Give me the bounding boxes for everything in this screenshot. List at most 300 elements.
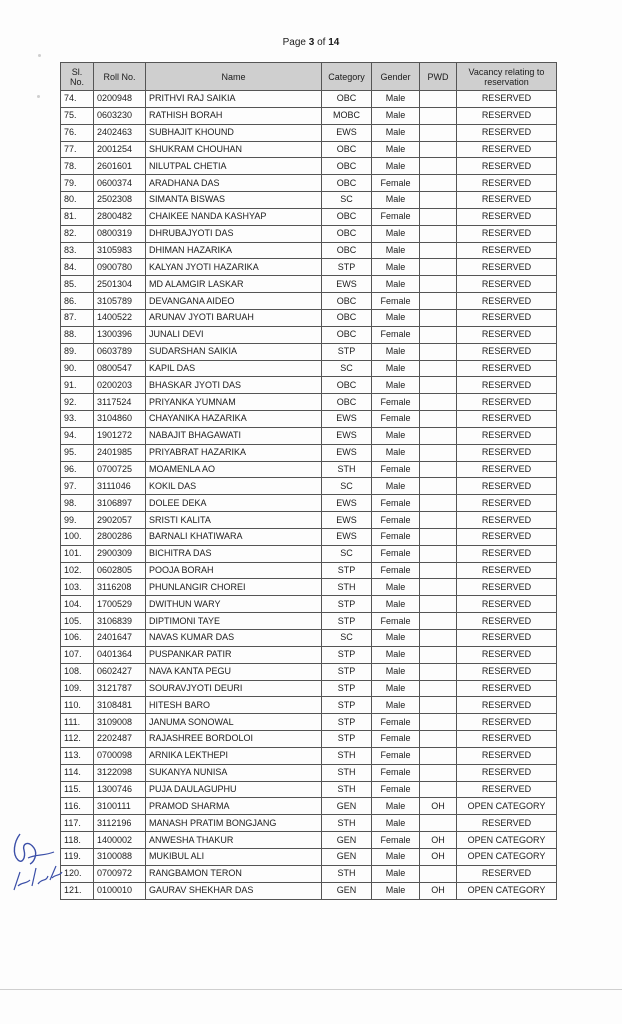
- cell-pwd: [420, 411, 457, 428]
- cell-name: CHAIKEE NANDA KASHYAP: [146, 208, 322, 225]
- cell-roll: 1400002: [94, 832, 146, 849]
- cell-roll: 3106897: [94, 495, 146, 512]
- table-body: [61, 91, 557, 900]
- cell-gender: Male: [372, 663, 420, 680]
- cell-roll: 0603230: [94, 107, 146, 124]
- cell-roll: 2900309: [94, 545, 146, 562]
- cell-gender: Female: [372, 731, 420, 748]
- cell-gender: Male: [372, 798, 420, 815]
- cell-vac: RESERVED: [457, 865, 557, 882]
- cell-gender: Male: [372, 225, 420, 242]
- scan-speck: [38, 54, 41, 57]
- cell-gender: Male: [372, 259, 420, 276]
- page-of: of: [314, 37, 329, 48]
- cell-cat: OBC: [322, 175, 372, 192]
- cell-pwd: [420, 360, 457, 377]
- cell-name: PRAMOD SHARMA: [146, 798, 322, 815]
- cell-gender: Male: [372, 427, 420, 444]
- cell-name: PUJA DAULAGUPHU: [146, 781, 322, 798]
- cell-cat: SC: [322, 192, 372, 209]
- col-header-gender: Gender: [372, 63, 420, 91]
- cell-name: RATHISH BORAH: [146, 107, 322, 124]
- table-row: [61, 663, 557, 680]
- cell-cat: MOBC: [322, 107, 372, 124]
- cell-vac: RESERVED: [457, 158, 557, 175]
- cell-gender: Female: [372, 764, 420, 781]
- cell-vac: RESERVED: [457, 697, 557, 714]
- cell-name: ARADHANA DAS: [146, 175, 322, 192]
- cell-vac: RESERVED: [457, 495, 557, 512]
- cell-roll: 1901272: [94, 427, 146, 444]
- cell-name: KOKIL DAS: [146, 478, 322, 495]
- cell-vac: RESERVED: [457, 377, 557, 394]
- cell-vac: RESERVED: [457, 175, 557, 192]
- cell-pwd: [420, 192, 457, 209]
- cell-vac: RESERVED: [457, 613, 557, 630]
- col-header-sl: Sl. No.: [61, 63, 94, 91]
- table-row: [61, 865, 557, 882]
- cell-vac: RESERVED: [457, 276, 557, 293]
- cell-gender: Male: [372, 882, 420, 899]
- cell-pwd: [420, 579, 457, 596]
- cell-cat: STP: [322, 562, 372, 579]
- cell-sl: 95.: [61, 444, 94, 461]
- col-header-pwd: PWD: [420, 63, 457, 91]
- cell-pwd: [420, 107, 457, 124]
- cell-cat: STP: [322, 663, 372, 680]
- cell-name: DHIMAN HAZARIKA: [146, 242, 322, 259]
- cell-roll: 0600374: [94, 175, 146, 192]
- cell-name: MOAMENLA AO: [146, 461, 322, 478]
- cell-name: NAVA KANTA PEGU: [146, 663, 322, 680]
- table-row: [61, 175, 557, 192]
- table-row: [61, 596, 557, 613]
- table-row: [61, 377, 557, 394]
- cell-gender: Female: [372, 495, 420, 512]
- cell-roll: 2402463: [94, 124, 146, 141]
- cell-roll: 3104860: [94, 411, 146, 428]
- cell-roll: 0700972: [94, 865, 146, 882]
- cell-pwd: [420, 158, 457, 175]
- cell-sl: 112.: [61, 731, 94, 748]
- cell-cat: EWS: [322, 512, 372, 529]
- table-row: [61, 208, 557, 225]
- cell-vac: RESERVED: [457, 478, 557, 495]
- table-row: [61, 613, 557, 630]
- cell-gender: Female: [372, 562, 420, 579]
- table-row: [61, 326, 557, 343]
- cell-name: MUKIBUL ALI: [146, 848, 322, 865]
- cell-cat: OBC: [322, 326, 372, 343]
- cell-cat: EWS: [322, 276, 372, 293]
- cell-sl: 107.: [61, 646, 94, 663]
- page-bottom-rule: [0, 989, 622, 990]
- cell-gender: Male: [372, 192, 420, 209]
- cell-vac: RESERVED: [457, 596, 557, 613]
- cell-roll: 3112196: [94, 815, 146, 832]
- cell-roll: 0700098: [94, 747, 146, 764]
- cell-cat: STH: [322, 865, 372, 882]
- table-row: [61, 562, 557, 579]
- cell-name: ARUNAV JYOTI BARUAH: [146, 309, 322, 326]
- table-row: [61, 141, 557, 158]
- cell-cat: OBC: [322, 225, 372, 242]
- cell-cat: STP: [322, 714, 372, 731]
- cell-roll: 3106839: [94, 613, 146, 630]
- cell-name: GAURAV SHEKHAR DAS: [146, 882, 322, 899]
- cell-name: SIMANTA BISWAS: [146, 192, 322, 209]
- cell-roll: 3105983: [94, 242, 146, 259]
- cell-roll: 0100010: [94, 882, 146, 899]
- cell-roll: 3122098: [94, 764, 146, 781]
- cell-vac: RESERVED: [457, 343, 557, 360]
- scan-speck: [37, 95, 40, 98]
- cell-sl: 111.: [61, 714, 94, 731]
- cell-cat: OBC: [322, 141, 372, 158]
- cell-sl: 118.: [61, 832, 94, 849]
- cell-vac: RESERVED: [457, 242, 557, 259]
- cell-roll: 2401647: [94, 630, 146, 647]
- table-row: [61, 394, 557, 411]
- cell-name: ARNIKA LEKTHEPI: [146, 747, 322, 764]
- cell-roll: 0200203: [94, 377, 146, 394]
- cell-roll: 0602427: [94, 663, 146, 680]
- table-row: [61, 747, 557, 764]
- cell-pwd: OH: [420, 882, 457, 899]
- cell-sl: 74.: [61, 91, 94, 108]
- cell-name: JUNALI DEVI: [146, 326, 322, 343]
- cell-name: CHAYANIKA HAZARIKA: [146, 411, 322, 428]
- cell-name: SUBHAJIT KHOUND: [146, 124, 322, 141]
- cell-name: RAJASHREE BORDOLOI: [146, 731, 322, 748]
- cell-vac: RESERVED: [457, 293, 557, 310]
- table-row: [61, 192, 557, 209]
- table-row: [61, 714, 557, 731]
- cell-gender: Male: [372, 377, 420, 394]
- cell-vac: RESERVED: [457, 562, 557, 579]
- cell-pwd: [420, 309, 457, 326]
- cell-name: DEVANGANA AIDEO: [146, 293, 322, 310]
- cell-cat: GEN: [322, 848, 372, 865]
- cell-sl: 81.: [61, 208, 94, 225]
- cell-cat: GEN: [322, 832, 372, 849]
- cell-name: PUSPANKAR PATIR: [146, 646, 322, 663]
- table-row: [61, 764, 557, 781]
- cell-gender: Female: [372, 411, 420, 428]
- cell-name: KALYAN JYOTI HAZARIKA: [146, 259, 322, 276]
- cell-name: PHUNLANGIR CHOREI: [146, 579, 322, 596]
- cell-sl: 98.: [61, 495, 94, 512]
- table-row: [61, 680, 557, 697]
- cell-name: PRITHVI RAJ SAIKIA: [146, 91, 322, 108]
- table-row: [61, 848, 557, 865]
- cell-pwd: [420, 175, 457, 192]
- cell-name: PRIYANKA YUMNAM: [146, 394, 322, 411]
- cell-name: MD ALAMGIR LASKAR: [146, 276, 322, 293]
- cell-sl: 109.: [61, 680, 94, 697]
- cell-cat: STP: [322, 680, 372, 697]
- cell-pwd: [420, 478, 457, 495]
- cell-roll: 2001254: [94, 141, 146, 158]
- cell-sl: 97.: [61, 478, 94, 495]
- cell-sl: 76.: [61, 124, 94, 141]
- cell-cat: EWS: [322, 427, 372, 444]
- cell-cat: GEN: [322, 798, 372, 815]
- cell-name: MANASH PRATIM BONGJANG: [146, 815, 322, 832]
- table-row: [61, 225, 557, 242]
- cell-gender: Female: [372, 613, 420, 630]
- cell-sl: 93.: [61, 411, 94, 428]
- cell-pwd: [420, 276, 457, 293]
- cell-roll: 1300396: [94, 326, 146, 343]
- cell-pwd: [420, 596, 457, 613]
- cell-vac: RESERVED: [457, 731, 557, 748]
- cell-pwd: [420, 427, 457, 444]
- cell-cat: SC: [322, 630, 372, 647]
- cell-sl: 100.: [61, 528, 94, 545]
- cell-vac: OPEN CATEGORY: [457, 832, 557, 849]
- col-header-vacancy: Vacancy relating to reservation: [457, 63, 557, 91]
- cell-vac: RESERVED: [457, 259, 557, 276]
- table-row: [61, 630, 557, 647]
- cell-sl: 103.: [61, 579, 94, 596]
- cell-gender: Male: [372, 242, 420, 259]
- cell-gender: Male: [372, 848, 420, 865]
- table-row: [61, 646, 557, 663]
- cell-roll: 2902057: [94, 512, 146, 529]
- cell-pwd: [420, 141, 457, 158]
- cell-name: BICHITRA DAS: [146, 545, 322, 562]
- cell-roll: 0401364: [94, 646, 146, 663]
- cell-roll: 0200948: [94, 91, 146, 108]
- table-row: [61, 107, 557, 124]
- cell-name: NILUTPAL CHETIA: [146, 158, 322, 175]
- cell-cat: STH: [322, 747, 372, 764]
- cell-name: SRISTI KALITA: [146, 512, 322, 529]
- cell-sl: 89.: [61, 343, 94, 360]
- cell-pwd: [420, 326, 457, 343]
- cell-cat: STH: [322, 461, 372, 478]
- cell-vac: RESERVED: [457, 545, 557, 562]
- cell-vac: RESERVED: [457, 124, 557, 141]
- cell-sl: 91.: [61, 377, 94, 394]
- cell-gender: Female: [372, 208, 420, 225]
- cell-gender: Female: [372, 832, 420, 849]
- cell-gender: Female: [372, 747, 420, 764]
- cell-cat: STP: [322, 343, 372, 360]
- cell-roll: 2501304: [94, 276, 146, 293]
- cell-name: DWITHUN WARY: [146, 596, 322, 613]
- cell-gender: Female: [372, 714, 420, 731]
- cell-pwd: [420, 613, 457, 630]
- cell-sl: 86.: [61, 293, 94, 310]
- cell-sl: 121.: [61, 882, 94, 899]
- cell-pwd: OH: [420, 798, 457, 815]
- cell-vac: RESERVED: [457, 646, 557, 663]
- cell-name: SOURAVJYOTI DEURI: [146, 680, 322, 697]
- cell-pwd: [420, 208, 457, 225]
- cell-gender: Male: [372, 360, 420, 377]
- cell-cat: STP: [322, 731, 372, 748]
- cell-cat: OBC: [322, 242, 372, 259]
- cell-pwd: [420, 444, 457, 461]
- cell-name: DHRUBAJYOTI DAS: [146, 225, 322, 242]
- cell-name: SHUKRAM CHOUHAN: [146, 141, 322, 158]
- cell-pwd: [420, 697, 457, 714]
- cell-gender: Male: [372, 680, 420, 697]
- cell-vac: RESERVED: [457, 91, 557, 108]
- table-row: [61, 781, 557, 798]
- cell-gender: Male: [372, 630, 420, 647]
- page-header: [0, 37, 622, 48]
- table-row: [61, 512, 557, 529]
- cell-gender: Male: [372, 91, 420, 108]
- cell-sl: 78.: [61, 158, 94, 175]
- table-row: [61, 124, 557, 141]
- table-row: [61, 579, 557, 596]
- cell-cat: OBC: [322, 377, 372, 394]
- cell-name: DOLEE DEKA: [146, 495, 322, 512]
- cell-cat: OBC: [322, 208, 372, 225]
- table-row: [61, 461, 557, 478]
- cell-gender: Male: [372, 596, 420, 613]
- cell-sl: 96.: [61, 461, 94, 478]
- table-row: [61, 832, 557, 849]
- cell-sl: 114.: [61, 764, 94, 781]
- cell-sl: 87.: [61, 309, 94, 326]
- cell-sl: 113.: [61, 747, 94, 764]
- cell-gender: Female: [372, 528, 420, 545]
- cell-roll: 2401985: [94, 444, 146, 461]
- cell-roll: 3116208: [94, 579, 146, 596]
- cell-roll: 0800547: [94, 360, 146, 377]
- cell-pwd: [420, 663, 457, 680]
- cell-cat: OBC: [322, 394, 372, 411]
- cell-vac: RESERVED: [457, 747, 557, 764]
- cell-sl: 83.: [61, 242, 94, 259]
- cell-vac: RESERVED: [457, 781, 557, 798]
- cell-cat: EWS: [322, 124, 372, 141]
- cell-sl: 104.: [61, 596, 94, 613]
- cell-pwd: [420, 343, 457, 360]
- cell-cat: SC: [322, 478, 372, 495]
- cell-sl: 116.: [61, 798, 94, 815]
- cell-sl: 110.: [61, 697, 94, 714]
- cell-pwd: [420, 225, 457, 242]
- cell-vac: RESERVED: [457, 579, 557, 596]
- table-row: [61, 697, 557, 714]
- cell-gender: Female: [372, 461, 420, 478]
- cell-gender: Female: [372, 512, 420, 529]
- cell-cat: EWS: [322, 411, 372, 428]
- cell-roll: 0603789: [94, 343, 146, 360]
- cell-roll: 2202487: [94, 731, 146, 748]
- cell-vac: RESERVED: [457, 225, 557, 242]
- cell-gender: Female: [372, 781, 420, 798]
- cell-pwd: [420, 714, 457, 731]
- cell-cat: EWS: [322, 495, 372, 512]
- cell-pwd: [420, 680, 457, 697]
- cell-pwd: [420, 545, 457, 562]
- cell-name: RANGBAMON TERON: [146, 865, 322, 882]
- cell-vac: RESERVED: [457, 444, 557, 461]
- cell-cat: OBC: [322, 309, 372, 326]
- cell-sl: 84.: [61, 259, 94, 276]
- cell-roll: 3105789: [94, 293, 146, 310]
- cell-gender: Male: [372, 158, 420, 175]
- cell-name: DIPTIMONI TAYE: [146, 613, 322, 630]
- signature-image: [8, 828, 64, 898]
- cell-sl: 88.: [61, 326, 94, 343]
- cell-gender: Female: [372, 545, 420, 562]
- cell-roll: 2800286: [94, 528, 146, 545]
- cell-pwd: [420, 865, 457, 882]
- cell-pwd: [420, 495, 457, 512]
- cell-roll: 0800319: [94, 225, 146, 242]
- cell-cat: STH: [322, 579, 372, 596]
- cell-pwd: [420, 91, 457, 108]
- page-prefix: Page: [282, 37, 309, 48]
- table-row: [61, 242, 557, 259]
- cell-sl: 120.: [61, 865, 94, 882]
- cell-cat: OBC: [322, 158, 372, 175]
- table-row: [61, 91, 557, 108]
- cell-gender: Male: [372, 276, 420, 293]
- cell-roll: 2800482: [94, 208, 146, 225]
- cell-roll: 2601601: [94, 158, 146, 175]
- cell-vac: RESERVED: [457, 714, 557, 731]
- cell-vac: RESERVED: [457, 326, 557, 343]
- cell-gender: Male: [372, 865, 420, 882]
- cell-pwd: [420, 124, 457, 141]
- cell-roll: 3100111: [94, 798, 146, 815]
- cell-vac: RESERVED: [457, 394, 557, 411]
- table-row: [61, 411, 557, 428]
- cell-sl: 101.: [61, 545, 94, 562]
- table-row: [61, 815, 557, 832]
- cell-pwd: [420, 815, 457, 832]
- cell-pwd: [420, 764, 457, 781]
- cell-vac: RESERVED: [457, 815, 557, 832]
- cell-pwd: [420, 781, 457, 798]
- cell-gender: Male: [372, 124, 420, 141]
- cell-pwd: [420, 394, 457, 411]
- cell-name: PRIYABRAT HAZARIKA: [146, 444, 322, 461]
- table-row: [61, 731, 557, 748]
- col-header-name: Name: [146, 63, 322, 91]
- cell-gender: Male: [372, 309, 420, 326]
- cell-sl: 82.: [61, 225, 94, 242]
- cell-cat: OBC: [322, 293, 372, 310]
- cell-name: NAVAS KUMAR DAS: [146, 630, 322, 647]
- cell-cat: SC: [322, 545, 372, 562]
- table-row: [61, 276, 557, 293]
- selection-table: [60, 62, 557, 900]
- cell-vac: RESERVED: [457, 528, 557, 545]
- cell-pwd: OH: [420, 832, 457, 849]
- cell-cat: GEN: [322, 882, 372, 899]
- cell-name: JANUMA SONOWAL: [146, 714, 322, 731]
- cell-name: BARNALI KHATIWARA: [146, 528, 322, 545]
- cell-sl: 99.: [61, 512, 94, 529]
- cell-roll: 3121787: [94, 680, 146, 697]
- cell-roll: 3117524: [94, 394, 146, 411]
- cell-cat: STH: [322, 781, 372, 798]
- cell-sl: 105.: [61, 613, 94, 630]
- cell-pwd: [420, 630, 457, 647]
- cell-sl: 119.: [61, 848, 94, 865]
- table-row: [61, 360, 557, 377]
